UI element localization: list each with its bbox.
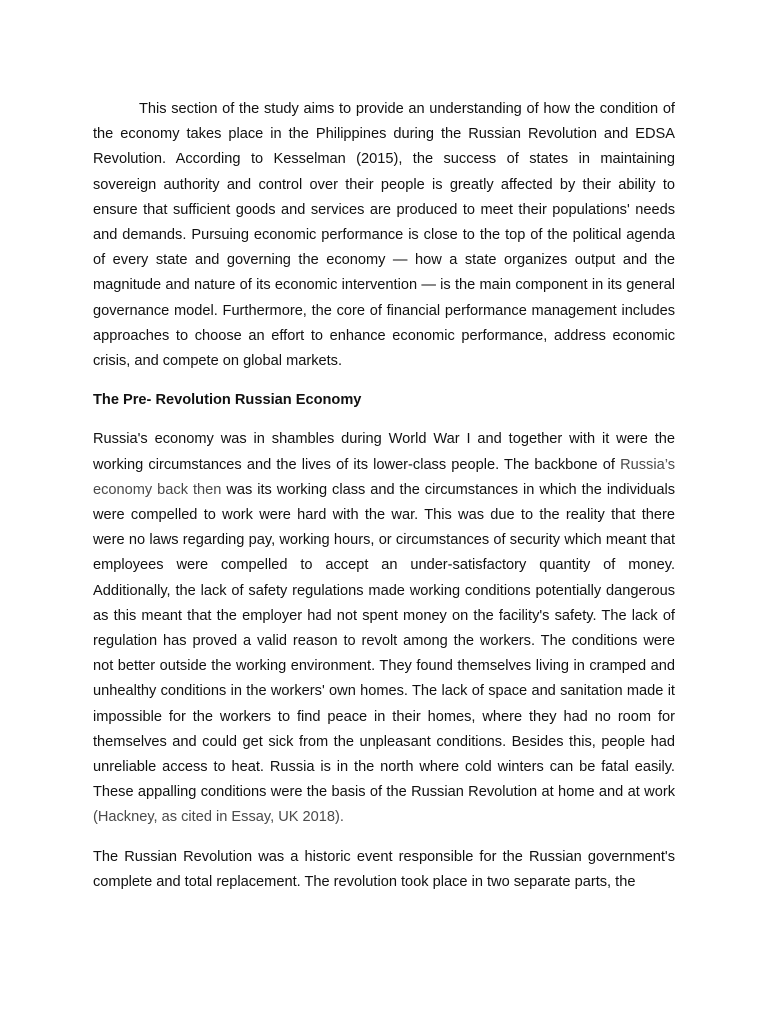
economy-paragraph xyxy=(93,427,675,830)
spacer xyxy=(93,374,675,388)
intro-paragraph: This section of the study aims to provide an understanding of how the condition of the economy takes place in the Philippines during the Russian Revolution and EDSA Revolution. According to Kesselman (2015), the success of states in maintaining sovereign authority and control over their people is greatly affected by their ability to ensure that sufficient goods and services are produced to meet their populations' needs and demands. Pursuing economic performance is close to the top of the political agenda of every state and governing the economy — how a state organizes output and the magnitude and nature of its economic intervention — is the main component in its general governance model. Furthermore, the core of financial performance management includes approaches to choose an effort to enhance economic performance, address economic crisis, and compete on global markets. xyxy=(93,101,675,370)
economy-text-b: was its working class and the circumstances in which the individuals were compelled to work were hard with the war. This was due to the reality that there were no laws regarding pay, working hours, or circumstances of security which meant that employees were compelled to accept an under-satisfactory quantity of money. Additionally, the lack of safety regulations made working conditions potentially dangerous as this meant that the employer had not spent money on the facility's safety. The lack of regulation has proved a valid reason to revolt among the workers. The conditions were not better outside the working environment. They found themselves living in cramped and unhealthy conditions in the workers' own homes. The lack of space and sanitation made it impossible for the workers to find peace in their homes, where they had no room for themselves and could get sick from the unpleasant conditions. Besides this, people had unreliable access to heat. Russia is in the north where cold winters can be fatal easily. These appalling conditions were the basis of the Russian Revolution at home and at work xyxy=(93,481,676,801)
economy-citation: (Hackney, as cited in Essay, UK 2018). xyxy=(93,809,344,826)
section-heading: The Pre- Revolution Russian Economy xyxy=(93,392,362,409)
economy-text-a: Russia's economy was in shambles during World War I and together with it were the working circumstances and the lives of its lower-class people. The backbone of xyxy=(93,431,675,473)
spacer xyxy=(93,831,675,845)
revolution-paragraph: The Russian Revolution was a historic event responsible for the Russian government's complete and total replacement. The revolution took place in two separate parts, the xyxy=(93,848,675,890)
spacer xyxy=(93,413,675,427)
document-page xyxy=(93,97,675,895)
economy-highlight: Russia’s economy back then xyxy=(93,456,675,498)
